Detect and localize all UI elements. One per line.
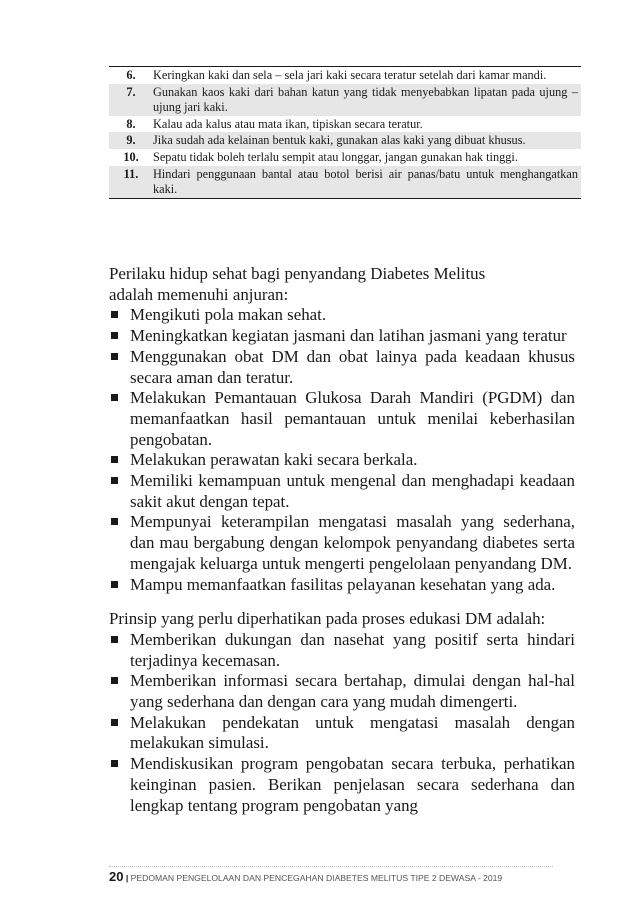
list-item: Memberikan dukungan dan nasehat yang positif serta hindari terjadinya kecemasan. xyxy=(109,630,575,671)
row-number: 8. xyxy=(126,116,136,131)
list-item: Mampu memanfaatkan fasilitas pelayanan kesehatan yang ada. xyxy=(109,575,575,596)
table-row xyxy=(109,67,581,84)
page-footer xyxy=(109,869,502,884)
list-item: Menggunakan obat DM dan obat lainya pada keadaan khusus secara aman dan teratur. xyxy=(109,347,575,388)
table-row xyxy=(109,166,581,198)
section2-intro: Prinsip yang perlu diperhatikan pada proses edukasi DM adalah: xyxy=(109,609,546,629)
table-row xyxy=(109,149,581,166)
bullet-square-icon xyxy=(111,677,118,684)
foot-care-table xyxy=(109,66,581,199)
table-row xyxy=(109,132,581,149)
bullet-square-icon xyxy=(111,581,118,588)
education-principles-list xyxy=(109,630,575,816)
row-text: Gunakan kaos kaki dari bahan katun yang tidak menyebabkan lipatan pada ujung – ujung jari kaki. xyxy=(153,84,578,115)
bullet-square-icon xyxy=(111,394,118,401)
row-number: 9. xyxy=(126,133,136,148)
list-item: Mengikuti pola makan sehat. xyxy=(109,305,575,326)
section1-intro-line2: adalah memenuhi anjuran: xyxy=(109,284,289,304)
row-number: 7. xyxy=(126,84,136,99)
list-item: Melakukan Pemantauan Glukosa Darah Mandiri (PGDM) dan memanfaatkan hasil pemantauan untuk menilai keberhasilan pengobatan. xyxy=(109,388,575,450)
healthy-behavior-list xyxy=(109,305,575,595)
row-text: Hindari penggunaan bantal atau botol berisi air panas/batu untuk menghangatkan kaki. xyxy=(153,166,578,197)
row-text: Sepatu tidak boleh terlalu sempit atau longgar, jangan gunakan hak tinggi. xyxy=(153,149,518,164)
list-item: Melakukan pendekatan untuk mengatasi masalah dengan melakukan simulasi. xyxy=(109,713,575,754)
table-row xyxy=(109,116,581,133)
body-text xyxy=(109,264,575,816)
list-item: Meningkatkan kegiatan jasmani dan latihan jasmani yang teratur xyxy=(109,326,575,347)
list-item: Memberikan informasi secara bertahap, dimulai dengan hal-hal yang sederhana dan dengan cara yang mudah dimengerti. xyxy=(109,671,575,712)
bullet-square-icon xyxy=(111,636,118,643)
bullet-square-icon xyxy=(111,332,118,339)
row-text: Keringkan kaki dan sela – sela jari kaki secara teratur setelah dari kamar mandi. xyxy=(153,68,547,82)
bullet-square-icon xyxy=(111,353,118,360)
row-number: 11. xyxy=(123,166,139,181)
bullet-square-icon xyxy=(111,518,118,525)
footer-divider xyxy=(109,866,553,867)
bullet-square-icon xyxy=(111,311,118,318)
list-item: Melakukan perawatan kaki secara berkala. xyxy=(109,450,575,471)
row-number: 6. xyxy=(126,68,136,82)
row-text: Jika sudah ada kelainan bentuk kaki, gunakan alas kaki yang dibuat khusus. xyxy=(153,133,526,148)
list-item: Mempunyai keterampilan mengatasi masalah yang sederhana, dan mau bergabung dengan kelompok penyandang diabetes serta mengajak keluarga untuk mengerti pengelolaan penyandang DM. xyxy=(109,512,575,574)
bullet-square-icon xyxy=(111,760,118,767)
page-number: 20 xyxy=(109,869,124,884)
list-item: Mendiskusikan program pengobatan secara terbuka, perhatikan keinginan pasien. Berikan penjelasan secara sederhana dan lengkap tentang program pengobatan yang xyxy=(109,754,575,816)
bullet-square-icon xyxy=(111,456,118,463)
row-text: Kalau ada kalus atau mata ikan, tipiskan secara teratur. xyxy=(153,116,423,131)
footer-title: PEDOMAN PENGELOLAAN DAN PENCEGAHAN DIABETES MELITUS TIPE 2 DEWASA - 2019 xyxy=(130,873,503,883)
list-item: Memiliki kemampuan untuk mengenal dan menghadapi keadaan sakit akut dengan tepat. xyxy=(109,471,575,512)
section1-intro-line1: Perilaku hidup sehat bagi penyandang Diabetes Melitus xyxy=(109,264,486,283)
bullet-square-icon xyxy=(111,477,118,484)
footer-separator: | xyxy=(125,873,129,883)
bullet-square-icon xyxy=(111,719,118,726)
table-row xyxy=(109,84,581,116)
row-number: 10. xyxy=(123,149,139,164)
